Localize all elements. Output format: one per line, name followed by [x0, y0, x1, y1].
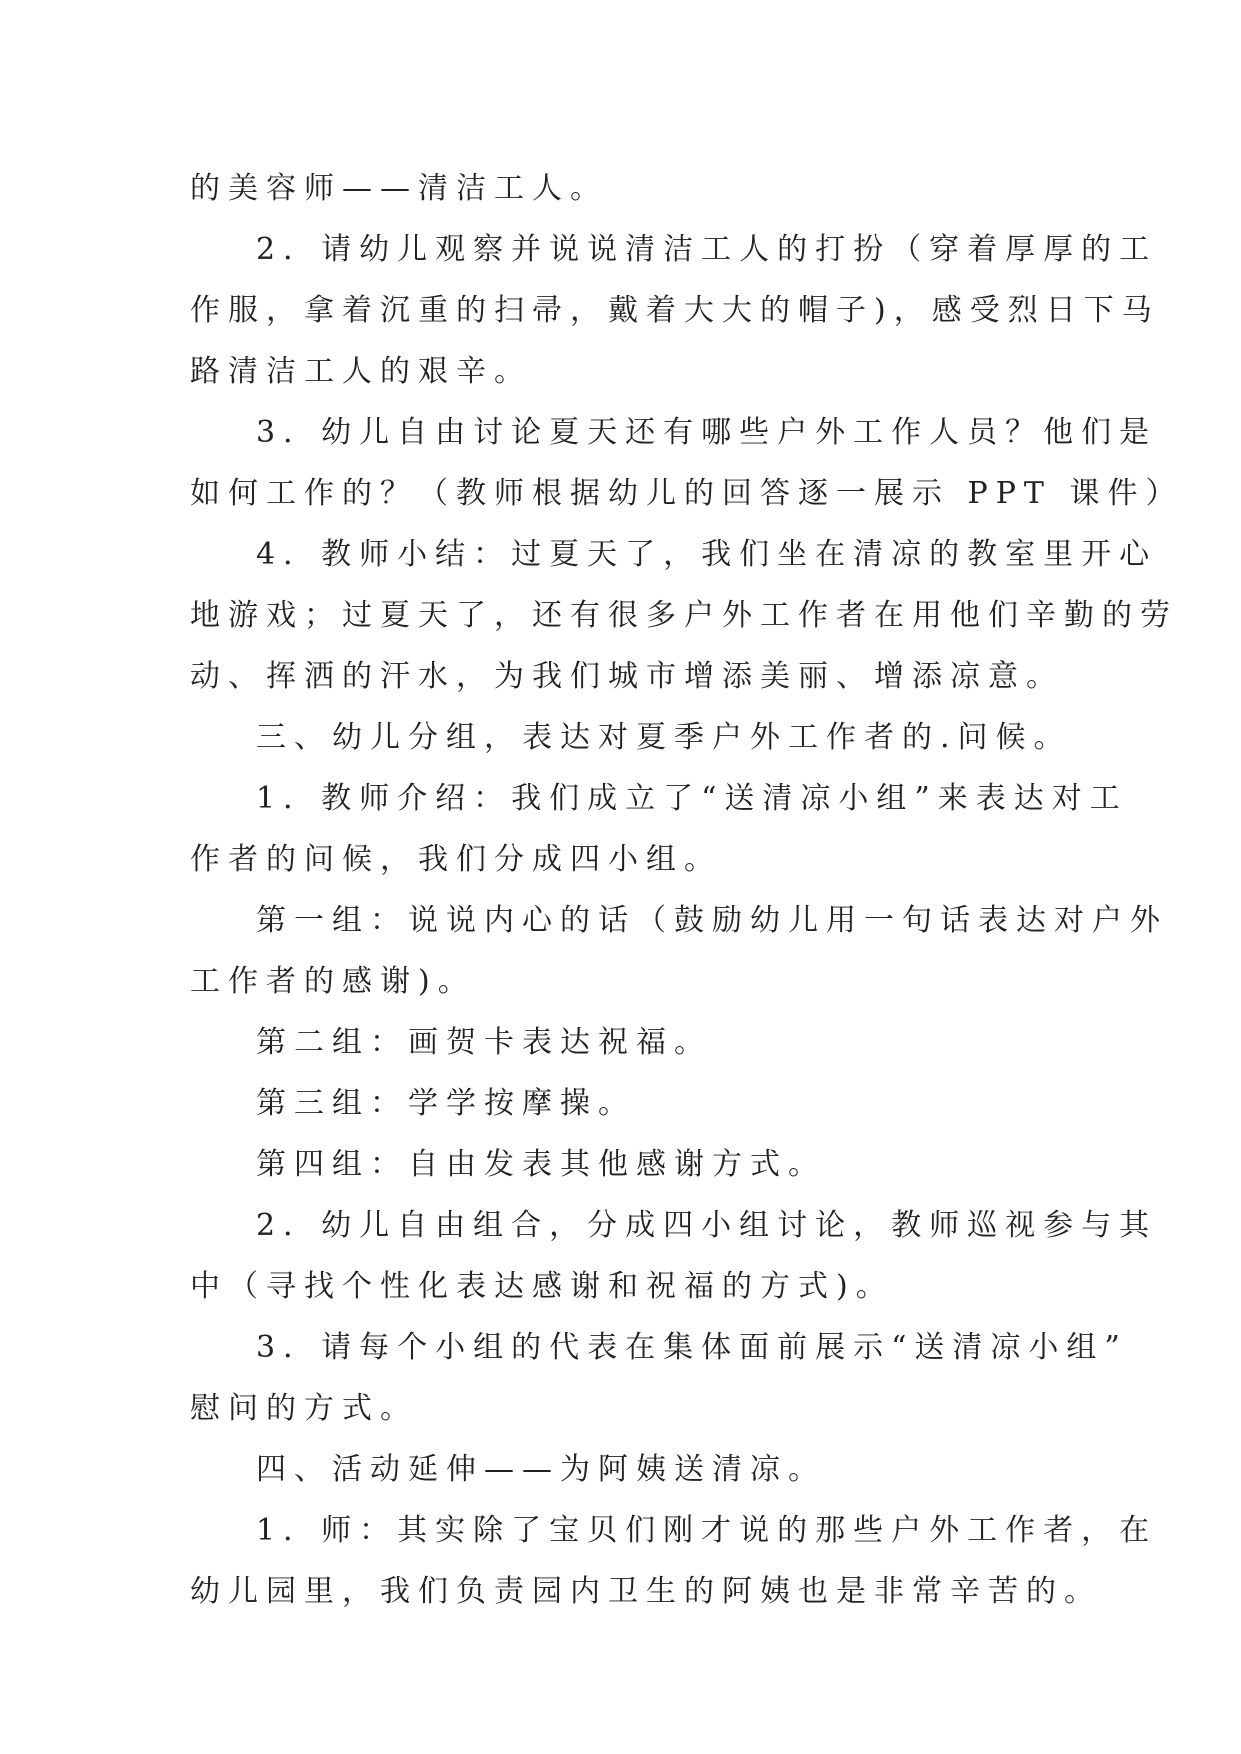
- text-line: 第一组：说说内心的话（鼓励幼儿用一句话表达对户外: [256, 903, 1168, 938]
- text-line: 2．请幼儿观察并说说清洁工人的打扮（穿着厚厚的工: [256, 232, 1158, 267]
- text-line: 第二组：画贺卡表达祝福。: [256, 1025, 712, 1060]
- text-line: 中（寻找个性化表达感谢和祝福的方式)。: [190, 1269, 894, 1304]
- text-line: 动、挥洒的汗水，为我们城市增添美丽、增添凉意。: [190, 659, 1064, 694]
- text-line: 幼儿园里，我们负责园内卫生的阿姨也是非常辛苦的。: [190, 1574, 1102, 1609]
- text-line: 3．幼儿自由讨论夏天还有哪些户外工作人员？他们是: [256, 415, 1158, 450]
- text-line: 工作者的感谢)。: [190, 964, 476, 999]
- section-heading: 三、幼儿分组，表达对夏季户外工作者的.问候。: [256, 720, 1072, 755]
- text-line: 作者的问候，我们分成四小组。: [190, 842, 722, 877]
- text-line: 的美容师——清洁工人。: [190, 171, 608, 206]
- text-line: 3．请每个小组的代表在集体面前展示“送清凉小组”: [256, 1330, 1128, 1365]
- text-line: 第三组：学学按摩操。: [256, 1086, 636, 1121]
- text-line: 1．教师介绍：我们成立了“送清凉小组”来表达对工: [256, 781, 1128, 816]
- text-line: 路清洁工人的艰辛。: [190, 354, 532, 389]
- text-line: 慰问的方式。: [190, 1391, 418, 1426]
- text-line: 如何工作的？（教师根据幼儿的回答逐一展示 PPT 课件）: [190, 476, 1184, 511]
- text-line: 第四组：自由发表其他感谢方式。: [256, 1147, 826, 1182]
- document-body: [190, 158, 1184, 1622]
- section-heading: 四、活动延伸——为阿姨送清凉。: [256, 1452, 826, 1487]
- text-line: 地游戏；过夏天了，还有很多户外工作者在用他们辛勤的劳: [190, 598, 1178, 633]
- text-line: 1．师：其实除了宝贝们刚才说的那些户外工作者，在: [256, 1513, 1158, 1548]
- text-line: 作服，拿着沉重的扫帚，戴着大大的帽子)，感受烈日下马: [190, 293, 1160, 328]
- text-line: 4．教师小结：过夏天了，我们坐在清凉的教室里开心: [256, 537, 1158, 572]
- text-line: 2．幼儿自由组合，分成四小组讨论，教师巡视参与其: [256, 1208, 1158, 1243]
